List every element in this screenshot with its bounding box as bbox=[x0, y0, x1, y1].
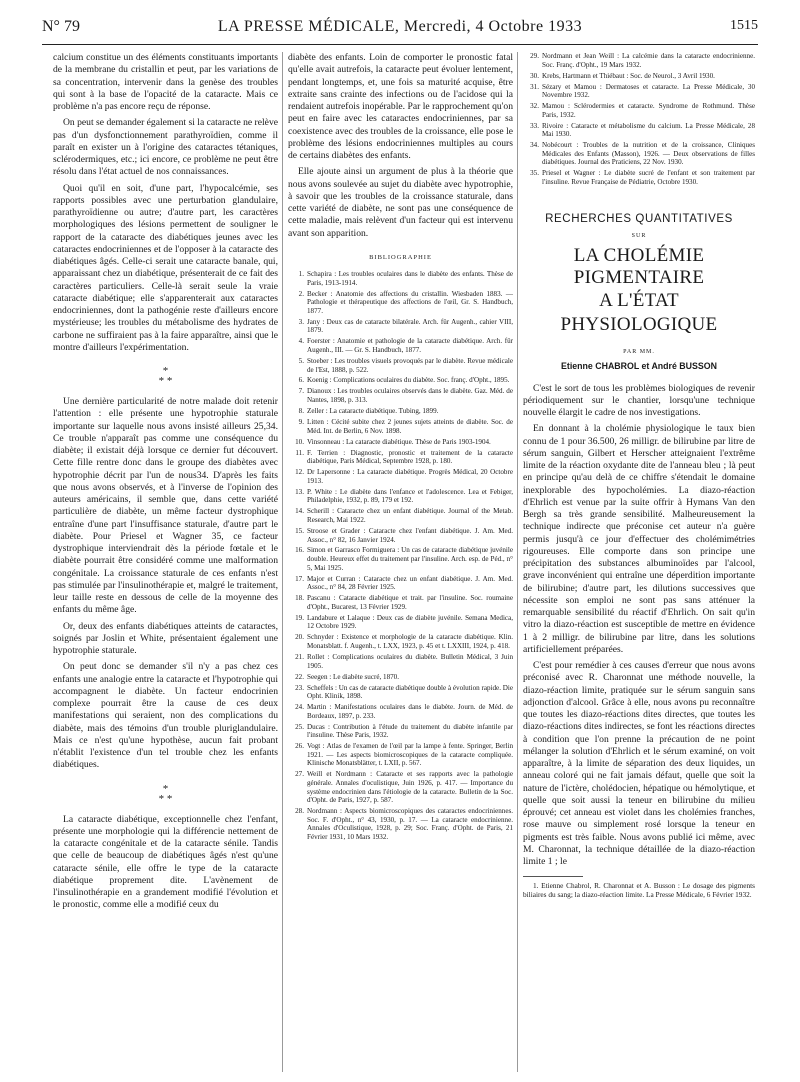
bibliography-text: Foerster : Anatomie et pathologie de la cataracte diabétique. Arch. für Augenh., III. — Gr. S. Handbuch, 1877. bbox=[307, 337, 513, 354]
bibliography-entry bbox=[288, 653, 513, 670]
article-par: PAR MM. bbox=[623, 349, 655, 356]
bibliography-text: Ducas : Contribution à l'étude du traitement du diabète infantile par l'insuline. Thèse Paris, 1932. bbox=[307, 722, 513, 740]
bibliography-text: Major et Curran : Cataracte chez un enfant diabétique. J. Am. Med. Assoc., n° 84, 28 Février 1925. bbox=[307, 574, 513, 592]
bibliography-entry bbox=[288, 507, 513, 524]
bibliography-text: Vinsonneau : La cataracte diabétique. Thèse de Paris 1903-1904. bbox=[307, 437, 491, 446]
bibliography-number: 26. bbox=[295, 742, 304, 751]
bibliography-entry bbox=[288, 387, 513, 404]
bibliography-entry bbox=[523, 52, 755, 69]
bibliography-number: 14. bbox=[295, 507, 304, 516]
bibliography-text: Schnyder : Existence et morphologie de la cataracte diabétique. Klin. Monatsblatt. f. Augenh., t. LXX, 1923, p. 45 et t. LXXIII, 1924, p. 418. bbox=[307, 633, 513, 650]
column-middle bbox=[288, 52, 513, 844]
bibliography-entry bbox=[288, 723, 513, 740]
bibliography-text: Nordmann et Jean Weill : La calcémie dans la cataracte endocrinienne. Soc. Franç. d'Opht., 19 Mars 1932. bbox=[542, 52, 755, 69]
paragraph: calcium constitue un des éléments constituants importants de la membrane du cristallin et peut, par les variations de sa concentration, intervenir dans la genèse des troubles qui sont à la base de l'opacité de la cataracte. Mais ce problème n'a pas encore reçu de réponse. bbox=[53, 52, 278, 112]
bibliography-text: Koenig : Complications oculaires du diabète. Soc. franç. d'Opht., 1895. bbox=[307, 376, 510, 385]
bibliography-text: Stroose et Grader : Cataracte chez l'enfant diabétique. J. Am. Med. Assoc., n° 82, 16 Janvier 1924. bbox=[307, 526, 513, 544]
bibliography-text: Dr Lapersonne : La cataracte diabétique. Progrès Médical, 20 Octobre 1913. bbox=[307, 468, 513, 485]
bibliography-text: Mamou : Sclérodermies et cataracte. Syndrome de Rothmund. Thèse Paris, 1932. bbox=[542, 102, 755, 119]
article-sur: SUR bbox=[631, 232, 647, 239]
bibliography-text: Dianoux : Les troubles oculaires observés dans le diabète. Gaz. Méd. de Nantes, 1898, p. 313. bbox=[307, 387, 513, 405]
bibliography-text: P. White : Le diabète dans l'enfance et l'adolescence. Lea et Febiger, Philadelphie, 1932, p. 89, 179 et 192. bbox=[307, 487, 513, 505]
bibliography-entry bbox=[523, 102, 755, 119]
bibliography-number: 17. bbox=[295, 574, 304, 583]
bibliography-entry bbox=[288, 575, 513, 592]
page-number: 1515 bbox=[730, 18, 758, 33]
paragraph: diabète des enfants. Loin de comporter le pronostic fatal qu'elle avait autrefois, la cataracte peut évoluer lentement, pendant longtemps, et, une fois sa maturité acquise, être extraite sans crainte des infections ou de l'acidose qui la rendaient autrefois inopérable. Par le rapprochement qu'on peut en faire avec les cataractes endocriniennes, par sa coexistence avec des troubles de la croissance, elle pose le problème des lésions endocriniennes multiples au cours de certains diabètes des enfants. bbox=[288, 52, 513, 161]
bibliography-entry bbox=[288, 270, 513, 287]
bibliography-number: 21. bbox=[295, 652, 304, 661]
journal-title: LA PRESSE MÉDICALE, Mercredi, 4 Octobre 1933 bbox=[217, 18, 583, 35]
bibliography-entry bbox=[288, 546, 513, 572]
bibliography-number: 24. bbox=[295, 703, 304, 712]
bibliography-text: F. Terrien : Diagnostic, pronostic et traitement de la cataracte diabétique, Paris Médical, Septembre 1928, p. 180. bbox=[307, 448, 513, 466]
paragraph: C'est le sort de tous les problèmes biologiques de revenir périodiquement sur le chantier, lorsqu'une technique nouvelle élargit le cadre de nos investigations. bbox=[523, 382, 755, 419]
bibliography-entry bbox=[288, 449, 513, 466]
paragraph: C'est pour remédier à ces causes d'erreur que nous avons préconisé avec R. Charonnat une méthode nouvelle, la diazo-réaction limite, pratiquée sur le sérum sanguin sans adjonction d'alcool. Grâce à elle, nous avons pu reconnaître que toutes les diazo-réactions dites directes, que toutes les diazo-réactions dites indirectes, se font les réactions directes à condition que l'on prenne la précaution de ne point mélanger la solution d'Ehrlich et le sérum examiné, on voit apparaître, à la limite de séparation des deux liquides, un anneau coloré qui ne fait jamais défaut, quelle que soit la nature de l'ictère, cholédocien, hépatique ou hémolytique, et quelle que soit aussi la teneur en bilirubine du milieu éprouvé; cet anneau est violet dans les cholémies franches, rose mauve ou simplement rosé lorsque la teneur en pigments est très faible. Nous avons publié ici même, avec M. Charonnat, la technique détaillée de la diazo-réaction limite 1 ; le bbox=[523, 660, 755, 868]
bibliography-entry bbox=[288, 527, 513, 544]
paragraph: On peut se demander également si la cataracte ne relève pas d'un dysfonctionnement parathyroïdien, comme il paraît en exister un à l'origine des cataractes tétaniques, sclérodermiques, etc.; ici encore, ce problème ne peut être résolu dans l'état actuel de nos connaissances. bbox=[53, 117, 278, 178]
paragraph: Quoi qu'il en soit, d'une part, l'hypocalcémie, ses rapports possibles avec une perturbation glandulaire, parathyroïdienne ou autre; d'autre part, les caractères morphologiques des lésions permettent de souligner le rapport de la cataracte des diabétiques jeunes avec les cataractes endocriniennes et de l'opposer à la cataracte des diabétiques âgés. Celle-ci serait une cataracte banale, qui, apparaissant chez un diabétique, présenterait de ce fait des caractères particuliers. Celle-là serait seule la vraie cataracte diabétique; elle s'apparenterait aux cataractes endocriniennes, dont la pathogénie reste d'ailleurs encore mystérieuse; les troubles du métabolisme des hydrates de carbone ne suffiraient pas à la faire apparaître, ainsi que le montre d'ailleurs l'expérimentation. bbox=[53, 182, 278, 353]
bibliography-number: 34. bbox=[530, 141, 539, 150]
bibliography-number: 23. bbox=[295, 683, 304, 692]
article-kicker: RECHERCHES QUANTITATIVES bbox=[545, 212, 733, 225]
section-separator: * * * bbox=[158, 365, 173, 387]
bibliography-list-continued bbox=[523, 52, 755, 187]
bibliography-number: 33. bbox=[530, 121, 539, 130]
bibliography-entry bbox=[288, 337, 513, 354]
bibliography-text: Jany : Deux cas de cataracte bilatérale. Arch. für Augenh., cahier VIII, 1879. bbox=[307, 317, 513, 335]
bibliography-entry bbox=[288, 376, 513, 385]
bibliography-entry bbox=[288, 742, 513, 768]
bibliography-text: Sézary et Mamou : Dermatoses et cataracte. La Presse Médicale, 30 Novembre 1932. bbox=[542, 82, 755, 100]
column-left bbox=[53, 52, 278, 916]
bibliography-list bbox=[288, 270, 513, 842]
bibliography-number: 10. bbox=[295, 437, 304, 446]
bibliography-number: 11. bbox=[295, 448, 304, 457]
bibliography-text: Scherill : Cataracte chez un enfant diabétique. Journal of the Metab. Research, Mai 1922. bbox=[307, 507, 513, 524]
bibliography-number: 12. bbox=[295, 468, 304, 477]
bibliography-entry bbox=[288, 703, 513, 720]
bibliography-number: 6. bbox=[298, 376, 304, 385]
bibliography-text: Simon et Garrasco Formiguera : Un cas de cataracte diabétique juvénile double. Heureux effet du traitement par l'insuline. Arch. esp. de Péd., n° 5, Mai 1925. bbox=[307, 546, 513, 572]
paragraph: Une dernière particularité de notre malade doit retenir l'attention : elle présente une hypotrophie staturale importante sur laquelle nous avons insisté ailleurs 25,34. Ce trouble n'apparaît pas comme une conséquence du diabète; il existait déjà lorsque ce dernier fut découvert. Cette fille rentre donc dans le groupe des diabètes avec hypotrophie décrit par l'un de nous34. D'après les faits que nous avons observés, et à l'inverse de l'opinion des auteurs américains, il semble que, dans cette variété particulière de diabète, un même facteur dystrophique entraîne d'une part l'insuffisance staturale, d'autre part le diabète. Pour Priesel et Wagner 35, ce facteur dystrophique interviendrait dès la période fœtale et le diabète pourrait être considéré comme une malformation congénitale. La croissance staturale de ces enfants n'est pas stimulée par l'insulinothérapie et, malgré le traitement, leur taille reste en dessous de celle de la moyenne des enfants du même âge. bbox=[53, 396, 278, 616]
bibliography-entry bbox=[523, 72, 755, 81]
bibliography-text: Nobécourt : Troubles de la nutrition et de la croissance, Cliniques Médicales des Enfants (Masson), 1926. — Deux observations de filles diabétiques. Journal des Praticiens, 22 Nov. 1930. bbox=[542, 141, 755, 167]
bibliography-text: Stoeber : Les troubles visuels provoqués par le diabète. Revue médicale de l'Est, 1888, p. 522. bbox=[307, 356, 513, 374]
bibliography-entry bbox=[288, 614, 513, 631]
bibliography-text: Zeller : La cataracte diabétique. Tubing, 1899. bbox=[307, 407, 439, 416]
header-rule bbox=[42, 44, 758, 45]
running-header bbox=[42, 18, 758, 38]
bibliography-number: 15. bbox=[295, 526, 304, 535]
section-separator: * * * bbox=[158, 782, 173, 805]
bibliography-entry bbox=[288, 468, 513, 485]
footnote-rule bbox=[523, 876, 583, 877]
bibliography-text: Weill et Nordmann : Cataracte et ses rapports avec la pathologie générale. Annales d'oculistique, Juin 1926, p. 417. — Importance du système endocrinien dans l'étiologie de la cataracte. Bulletin de la Soc. d'Opht. de Paris, 1927, p. 587. bbox=[307, 770, 513, 805]
bibliography-text: Scheffels : Un cas de cataracte diabétique double à évolution rapide. Die Opht. Klinik, 1898. bbox=[307, 683, 513, 701]
bibliography-number: 30. bbox=[530, 71, 539, 80]
bibliography-number: 1. bbox=[298, 270, 304, 278]
bibliography-entry bbox=[288, 633, 513, 650]
bibliography-number: 28. bbox=[295, 807, 304, 816]
column-right bbox=[523, 52, 755, 899]
article-title-line1: LA CHOLÉMIE PIGMENTAIRE bbox=[573, 245, 705, 289]
bibliography-text: Nordmann : Aspects biomicroscopiques des cataractes endocriniennes. Soc. F. d'Opht., n° 43, 1930, p. 17. — La cataracte endocrinienne. Annales d'Oculistique, 1928, p. 29; Soc. Franç. d'Opht. de Paris, 21 Février 1931, 10 Mars 1932. bbox=[307, 807, 513, 841]
bibliography-number: 18. bbox=[295, 594, 304, 603]
bibliography-entry bbox=[288, 438, 513, 447]
column-divider bbox=[282, 52, 283, 1072]
bibliography-entry bbox=[288, 407, 513, 416]
bibliography-text: Priesel et Wagner : Le diabète sucré de l'enfant et son traitement par l'insuline. Revue Française de Pédiatrie, Octobre 1930. bbox=[542, 169, 755, 187]
bibliography-number: 22. bbox=[295, 672, 304, 681]
bibliography-text: Martin : Manifestations oculaires dans le diabète. Journ. de Méd. de Bordeaux, 1897, p. 233. bbox=[307, 703, 513, 720]
bibliography-number: 2. bbox=[298, 289, 304, 298]
article-authors: Etienne CHABROL et André BUSSON bbox=[561, 361, 717, 372]
bibliography-text: Rollet : Complications oculaires du diabète. Bulletin Médical, 3 Juin 1905. bbox=[307, 652, 513, 670]
bibliography-number: 27. bbox=[295, 770, 304, 779]
bibliography-number: 4. bbox=[298, 337, 304, 346]
paragraph: Or, deux des enfants diabétiques atteints de cataractes, soignés par Joslin et White, présentaient également une hypotrophie staturale. bbox=[53, 620, 278, 656]
bibliography-text: Litten : Cécité subite chez 2 jeunes sujets atteints de diabète. Soc. de Méd. Int. de Berlin, 6 Nov. 1898. bbox=[307, 418, 513, 435]
bibliography-text: Pascanu : Cataracte diabétique et trait. par l'insuline. Soc. roumaine d'Opht., Bucarest, 13 Février 1929. bbox=[307, 594, 513, 611]
bibliography-entry bbox=[288, 418, 513, 435]
bibliography-entry bbox=[523, 169, 755, 186]
bibliography-entry bbox=[288, 684, 513, 701]
bibliography-number: 13. bbox=[295, 487, 304, 496]
footnote: 1. Etienne Chabrol, R. Charonnat et A. Busson : Le dosage des pigments biliaires du sang; la diazo-réaction limite. La Presse Médicale, 6 Février 1932. bbox=[523, 881, 755, 900]
bibliography-entry bbox=[523, 122, 755, 139]
bibliography-number: 20. bbox=[295, 633, 304, 642]
bibliography-number: 31. bbox=[530, 82, 539, 91]
issue-number: N° 79 bbox=[42, 18, 80, 35]
bibliography-entry bbox=[288, 488, 513, 505]
column-divider bbox=[517, 52, 518, 1072]
bibliography-text: Rivoire : Cataracte et métabolisme du calcium. La Presse Médicale, 28 Mai 1930. bbox=[542, 121, 755, 139]
bibliography-text: Landabure et Lalaque : Deux cas de diabète juvénile. Semana Medica, 12 Octobre 1929. bbox=[307, 613, 513, 631]
bibliography-number: 32. bbox=[530, 102, 539, 111]
bibliography-entry bbox=[288, 673, 513, 682]
paragraph: Elle ajoute ainsi un argument de plus à la théorie que nous avons soulevée au sujet du diabète avec hypotrophie, à savoir que les troubles de la croissance staturale, dans cette variété de diabète, ne sont pas une conséquence de cette maladie, mais relèvent d'un facteur qui est intervenu avant son apparition. bbox=[288, 166, 513, 239]
bibliography-entry bbox=[288, 290, 513, 316]
bibliography-number: 5. bbox=[298, 356, 304, 365]
bibliography-entry bbox=[288, 318, 513, 335]
paragraph: En donnant à la cholémie physiologique le taux bien connu de 1 pour 36.500, 26 milligr. de bilirubine par litre de sérum sanguin, Gilbert et Herscher atteignaient l'extrême limite de la réaction oxydante dite de l'anneau bleu ; là peut en principe qu'au delà de ce chiffre s'étendait le domaine inexplorable des hypocholémies. La diazo-réaction d'Ehrlich est venue par la suite offrir à Hymans Van den Bergh sa très grande sensibilité. Malheureusement la technique indirecte que préconise cet auteur n'a guère permis jusqu'à ce jour d'effectuer des cholémimétries rigoureuses. Elle comporte dans son principe une précipitation des substances albuminoïdes par l'alcool, grave inconvénient qui entraîne une déperdition importante de bilirubine; d'autre part, les dilutions successives que nécessite son emploi ne sont pas sans atténuer la remarquable sensibilité du réactif d'Ehrlich. On sait qu'in vitro la diazo-réaction est susceptible de mettre en évidence 1 à 2 milligr. de bilirubine par litre, dans les solutions artificiellement préparées. bbox=[523, 423, 755, 655]
paragraph: La cataracte diabétique, exceptionnelle chez l'enfant, présente une morphologie qui la différencie nettement de la cataracte congénitale et de la cataracte sénile. Tandis que celle de beaucoup de diabétiques âgés n'est qu'une cataracte sénile, elle offre le type de la cataracte diabétique proprement dite. L'avènement de l'insulinothérapie en a grandement modifié l'évolution et le pronostic, comme elle a modifié ceux du bbox=[53, 813, 278, 911]
bibliography-number: 25. bbox=[295, 722, 304, 731]
bibliography-entry bbox=[288, 770, 513, 804]
bibliography-text: Krebs, Hartmann et Thiébaut : Soc. de Neurol., 3 Avril 1930. bbox=[542, 71, 715, 80]
bibliography-entry bbox=[523, 83, 755, 100]
bibliography-entry bbox=[288, 357, 513, 374]
bibliography-text: Vogt : Atlas de l'examen de l'œil par la lampe à fente. Springer, Berlin 1921. — Les aspects biomicroscopiques de la cataracte compliquée. Klinische Monatsblätter, t. LXII, p. 567. bbox=[307, 742, 513, 768]
bibliography-number: 19. bbox=[295, 613, 304, 622]
bibliography-number: 35. bbox=[530, 169, 539, 178]
bibliography-text: Becker : Anatomie des affections du cristallin. Wiesbaden 1883. — Pathologie et thérapeutique des affections de l'œil, Gr. S. Handbuch, 1877. bbox=[307, 289, 513, 315]
bibliography-number: 16. bbox=[295, 546, 304, 555]
bibliography-entry bbox=[288, 807, 513, 841]
bibliography-heading: BIBLIOGRAPHIE bbox=[369, 253, 432, 261]
article-title-line2: A L'ÉTAT PHYSIOLOGIQUE bbox=[560, 290, 718, 336]
bibliography-number: 8. bbox=[298, 407, 304, 416]
bibliography-text: Schapira : Les troubles oculaires dans le diabète des enfants. Thèse de Paris, 1913-1914. bbox=[307, 270, 513, 287]
bibliography-number: 29. bbox=[530, 52, 539, 60]
bibliography-number: 9. bbox=[298, 418, 304, 427]
bibliography-number: 7. bbox=[298, 387, 304, 396]
bibliography-text: Seegen : Le diabète sucré, 1870. bbox=[307, 672, 399, 681]
bibliography-entry bbox=[288, 594, 513, 611]
bibliography-entry bbox=[523, 141, 755, 167]
paragraph: On peut donc se demander s'il n'y a pas chez ces enfants une analogie entre la cataracte et l'hypotrophie qui accompagnent le diabète. Un facteur endocrinien complexe pourrait être la cause de ces deux manifestations qui seraient, non des complications du diabète, mais des témoins d'un trouble pluriglandulaire. Mais ce n'est qu'une hypothèse, aucun fait probant n'établit l'existence d'un tel trouble chez les enfants diabétiques. bbox=[53, 661, 278, 771]
bibliography-number: 3. bbox=[298, 317, 304, 326]
